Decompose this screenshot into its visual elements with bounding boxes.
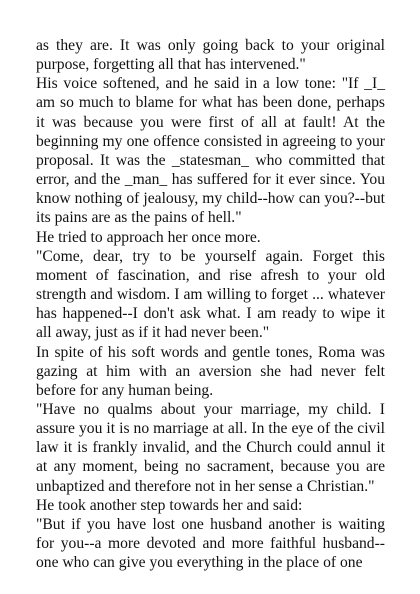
paragraph: "But if you have lost one husband another is waiting for you--a more devoted and more faithful husband--one who can give you everything in the place of one (36, 515, 385, 572)
paragraph: "Come, dear, try to be yourself again. Forget this moment of fascination, and rise afresh to your old strength and wisdom. I am willing to forget ... whatever has happened--I don't ask what. I am ready to wipe it all away, just as if it had never been." (36, 247, 385, 342)
paragraph: In spite of his soft words and gentle tones, Roma was gazing at him with an aversion she had never felt before for any human being. (36, 343, 385, 399)
page-text (36, 36, 385, 572)
paragraph: as they are. It was only going back to your original purpose, forgetting all that has intervened." (36, 37, 385, 74)
paragraph: "Have no qualms about your marriage, my child. I assure you it is no marriage at all. In the eye of the civil law it is frankly invalid, and the Church could annul it at any moment, being no sacrament, because you are unbaptized and therefore not in her sense a Christian." (36, 400, 385, 495)
paragraph: His voice softened, and he said in a low tone: "If _I_ am so much to blame for what has been done, perhaps it was because you were first of all at fault! At the beginning my one offence consisted in agreeing to your proposal. It was the _statesman_ who committed that error, and the _man_ has suffered for it ever since. You know nothing of jealousy, my child--how can you?--but its pains are as the pains of hell." (36, 75, 385, 227)
paragraph: He took another step towards her and said: (36, 496, 303, 514)
paragraph: He tried to approach her once more. (36, 228, 261, 246)
